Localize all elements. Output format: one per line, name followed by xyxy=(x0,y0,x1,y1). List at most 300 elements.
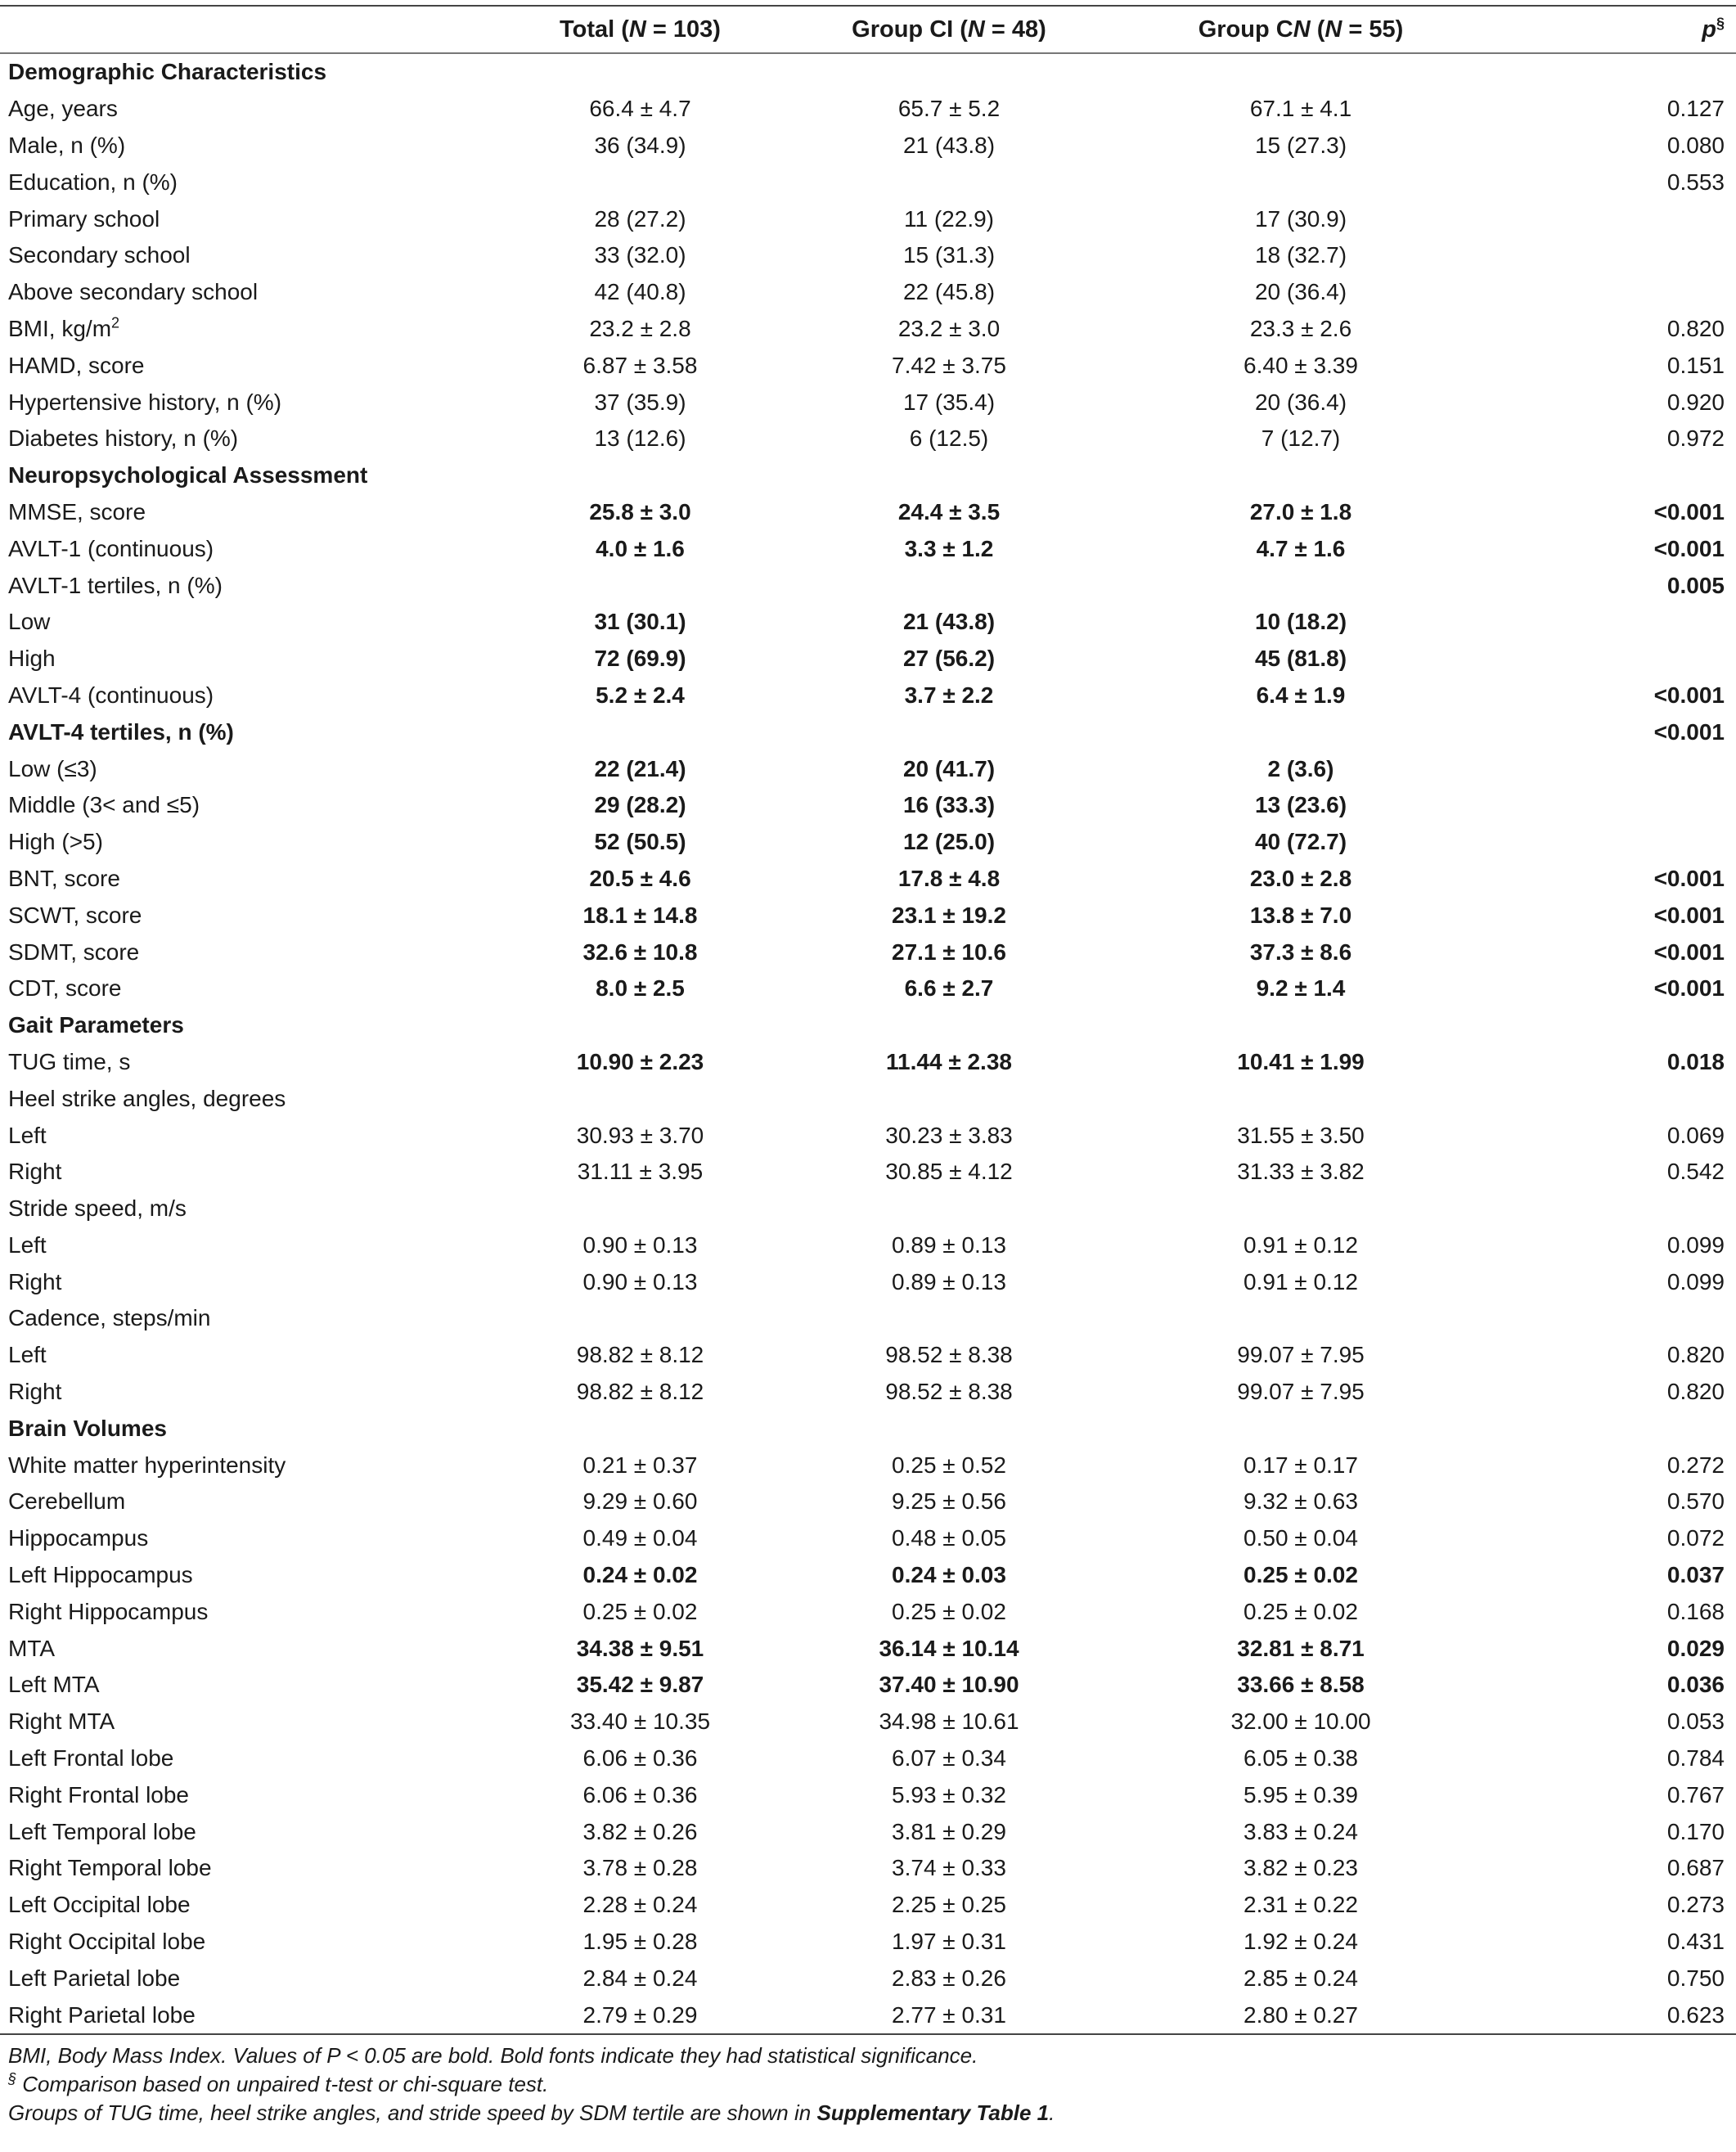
table-row xyxy=(0,641,1736,678)
table-row xyxy=(0,347,1736,384)
total-cell: 0.90 ± 0.13 xyxy=(582,1231,698,1258)
group-ci-cell: 2.25 ± 0.25 xyxy=(892,1892,1006,1918)
row-label xyxy=(0,1520,507,1557)
row-label-text: Diabetes history, n (%) xyxy=(8,425,239,452)
row-label xyxy=(0,897,507,934)
group-ci-cell: 0.25 ± 0.02 xyxy=(892,1598,1006,1624)
p-value-cell xyxy=(1477,1007,1736,1044)
row-label xyxy=(0,200,507,237)
table-row xyxy=(0,934,1736,970)
header-total: Total (N = 103) xyxy=(507,6,773,53)
total-cell: 52 (50.5) xyxy=(594,829,686,855)
table-row xyxy=(0,1667,1736,1704)
table-row xyxy=(0,1520,1736,1557)
row-label-text: Heel strike angles, degrees xyxy=(8,1085,286,1111)
p-value-cell: 0.784 xyxy=(1666,1745,1725,1772)
table-row xyxy=(0,1191,1736,1227)
group-ci-cell xyxy=(773,457,1125,494)
group-cn-cell: 9.32 ± 0.63 xyxy=(1244,1488,1358,1515)
group-cn-cell: 9.2 ± 1.4 xyxy=(1256,975,1346,1002)
group-cn-cell: 10.41 ± 1.99 xyxy=(1237,1048,1365,1074)
total-cell xyxy=(507,1007,773,1044)
table-row xyxy=(0,1263,1736,1300)
row-label xyxy=(0,1191,507,1227)
p-value-cell: 0.036 xyxy=(1666,1672,1725,1698)
group-cn-cell: 3.83 ± 0.24 xyxy=(1244,1818,1358,1844)
row-label xyxy=(0,604,507,641)
group-cn-cell xyxy=(1125,1191,1477,1227)
group-ci-cell xyxy=(773,1007,1125,1044)
group-ci-cell: 30.85 ± 4.12 xyxy=(885,1159,1013,1185)
group-cn-cell: 1.92 ± 0.24 xyxy=(1244,1929,1358,1955)
footnote-test-text: Comparison based on unpaired t-test or chi-square test. xyxy=(16,2072,549,2096)
row-label-text: Demographic Characteristics xyxy=(8,59,327,85)
row-label xyxy=(0,678,507,714)
row-label-text: Right xyxy=(8,1379,62,1405)
total-cell: 0.25 ± 0.02 xyxy=(582,1598,698,1624)
row-label xyxy=(0,1776,507,1813)
table-row xyxy=(0,1044,1736,1081)
section-heading xyxy=(0,53,507,91)
row-label xyxy=(0,237,507,274)
row-label-text: MMSE, score xyxy=(8,498,146,524)
row-label-text: Low (≤3) xyxy=(8,755,97,781)
group-cn-cell: 20 (36.4) xyxy=(1254,279,1347,305)
table-row xyxy=(0,1337,1736,1374)
row-label-text: BMI, kg/m xyxy=(8,315,112,341)
table-row xyxy=(0,384,1736,421)
group-cn-cell: 23.3 ± 2.6 xyxy=(1249,315,1352,341)
total-cell: 22 (21.4) xyxy=(594,755,686,781)
header-group-ci: Group CI (N = 48) xyxy=(773,6,1125,53)
p-value-cell: <0.001 xyxy=(1653,682,1725,708)
total-cell: 9.29 ± 0.60 xyxy=(582,1488,698,1515)
row-label-text: Left Temporal lobe xyxy=(8,1818,196,1844)
group-cn-cell: 10 (18.2) xyxy=(1254,609,1347,635)
p-value-cell: 0.767 xyxy=(1666,1781,1725,1808)
group-cn-cell: 0.91 ± 0.12 xyxy=(1244,1268,1358,1294)
table-row xyxy=(0,750,1736,787)
p-value-cell: 0.080 xyxy=(1666,132,1725,158)
row-label-text: AVLT-1 tertiles, n (%) xyxy=(8,572,223,598)
row-label xyxy=(0,1630,507,1667)
row-label-text: Age, years xyxy=(8,96,118,122)
p-value-cell: <0.001 xyxy=(1653,902,1725,928)
footnote-supp-link[interactable]: Supplementary Table 1 xyxy=(816,2100,1050,2125)
row-label xyxy=(0,1997,507,2034)
group-cn-cell: 2.31 ± 0.22 xyxy=(1244,1892,1358,1918)
row-label xyxy=(0,494,507,531)
row-label-text: Left MTA xyxy=(8,1672,100,1698)
total-cell: 28 (27.2) xyxy=(594,205,686,232)
table-row xyxy=(0,237,1736,274)
section-row xyxy=(0,1007,1736,1044)
p-value-cell: 0.005 xyxy=(1666,572,1725,598)
group-ci-cell: 12 (25.0) xyxy=(902,829,996,855)
p-value-cell xyxy=(1477,274,1736,311)
total-cell xyxy=(507,1080,773,1117)
table-row xyxy=(0,421,1736,457)
table-row xyxy=(0,1776,1736,1813)
p-value-cell: 0.072 xyxy=(1666,1525,1725,1551)
header-p-value xyxy=(1477,6,1736,53)
row-label xyxy=(0,1704,507,1740)
p-value-cell xyxy=(1477,200,1736,237)
p-value-cell: <0.001 xyxy=(1653,939,1725,965)
row-label xyxy=(0,1337,507,1374)
row-label xyxy=(0,1374,507,1411)
total-cell: 4.0 ± 1.6 xyxy=(596,535,685,561)
group-cn-cell xyxy=(1125,1410,1477,1447)
p-value-cell xyxy=(1477,237,1736,274)
table-row xyxy=(0,1740,1736,1777)
p-value-cell: 0.623 xyxy=(1477,1997,1736,2034)
row-label xyxy=(0,787,507,824)
p-value-cell: 0.820 xyxy=(1666,1379,1725,1405)
group-ci-cell: 0.25 ± 0.52 xyxy=(892,1452,1006,1478)
group-ci-cell: 1.97 ± 0.31 xyxy=(892,1929,1006,1955)
group-ci-cell xyxy=(773,1080,1125,1117)
p-value-cell: <0.001 xyxy=(1653,975,1725,1002)
group-ci-cell: 34.98 ± 10.61 xyxy=(879,1709,1019,1735)
row-label-text: Cerebellum xyxy=(8,1488,126,1515)
row-label xyxy=(0,1557,507,1594)
p-value-cell: 0.170 xyxy=(1666,1818,1725,1844)
total-cell: 20.5 ± 4.6 xyxy=(589,865,691,891)
table-row xyxy=(0,1080,1736,1117)
group-ci-cell: 3.3 ± 1.2 xyxy=(904,535,994,561)
row-label-text: AVLT-4 tertiles, n (%) xyxy=(8,718,234,745)
n-symbol: N xyxy=(1324,16,1342,43)
n-symbol: N xyxy=(967,16,985,43)
p-value-cell: 0.069 xyxy=(1666,1122,1725,1148)
row-label-text: Hypertensive history, n (%) xyxy=(8,389,282,415)
row-label-text: Left Frontal lobe xyxy=(8,1745,174,1772)
total-cell: 23.2 ± 2.8 xyxy=(589,315,691,341)
row-label-text: AVLT-4 (continuous) xyxy=(8,682,214,708)
p-value-cell: <0.001 xyxy=(1653,865,1725,891)
p-value-cell xyxy=(1477,1191,1736,1227)
footnote-supp-pre: Groups of TUG time, heel strike angles, and stride speed by SDM tertile are shown in xyxy=(8,2100,817,2125)
table-row xyxy=(0,787,1736,824)
p-value-cell: 0.273 xyxy=(1666,1892,1725,1918)
p-value-cell: 0.687 xyxy=(1666,1855,1725,1881)
group-cn-cell: 5.95 ± 0.39 xyxy=(1244,1781,1358,1808)
group-ci-cell: 9.25 ± 0.56 xyxy=(892,1488,1006,1515)
group-cn-cell xyxy=(1125,1007,1477,1044)
row-label-text: Above secondary school xyxy=(8,279,259,305)
group-cn-cell: 40 (72.7) xyxy=(1254,829,1347,855)
header-p-sup: § xyxy=(1716,14,1725,31)
header-label-cell xyxy=(0,6,507,53)
group-cn-cell: 13.8 ± 7.0 xyxy=(1249,902,1352,928)
row-label-text: High (>5) xyxy=(8,829,103,855)
group-cn-cell: 2.80 ± 0.27 xyxy=(1125,1997,1477,2034)
group-cn-cell xyxy=(1125,714,1477,750)
p-value-cell: 0.099 xyxy=(1666,1268,1725,1294)
total-cell: 35.42 ± 9.87 xyxy=(576,1672,704,1698)
group-ci-cell: 3.7 ± 2.2 xyxy=(904,682,994,708)
total-cell: 13 (12.6) xyxy=(594,425,686,452)
table-row xyxy=(0,164,1736,200)
group-ci-cell: 20 (41.7) xyxy=(902,755,996,781)
total-cell: 36 (34.9) xyxy=(594,132,686,158)
total-cell: 33.40 ± 10.35 xyxy=(569,1709,711,1735)
footnote-supplementary xyxy=(8,2099,1726,2127)
table-row xyxy=(0,861,1736,898)
row-label xyxy=(0,421,507,457)
row-label xyxy=(0,861,507,898)
group-ci-cell: 37.40 ± 10.90 xyxy=(879,1672,1019,1698)
row-label xyxy=(0,1227,507,1264)
group-ci-cell: 27.1 ± 10.6 xyxy=(892,939,1006,965)
table-row xyxy=(0,897,1736,934)
group-cn-cell: 20 (36.4) xyxy=(1254,389,1347,415)
group-cn-cell: 32.81 ± 8.71 xyxy=(1237,1635,1365,1661)
total-cell: 29 (28.2) xyxy=(594,792,686,818)
section-heading xyxy=(0,1007,507,1044)
group-ci-cell: 6.07 ± 0.34 xyxy=(892,1745,1006,1772)
group-ci-cell xyxy=(773,164,1125,200)
total-cell: 31 (30.1) xyxy=(594,609,686,635)
table-row xyxy=(0,824,1736,861)
header-p-text: p xyxy=(1702,16,1716,43)
group-ci-cell: 98.52 ± 8.38 xyxy=(885,1379,1013,1405)
row-label-text: High xyxy=(8,646,56,672)
footnote-abbreviations: BMI, Body Mass Index. Values of P < 0.05 are bold. Bold fonts indicate they had statistical significance. xyxy=(8,2043,978,2068)
total-cell: 6.06 ± 0.36 xyxy=(582,1745,698,1772)
row-label xyxy=(0,641,507,678)
row-label-text: CDT, score xyxy=(8,975,122,1002)
footnote-test xyxy=(8,2070,1726,2099)
group-cn-cell: 17 (30.9) xyxy=(1254,205,1347,232)
total-cell: 98.82 ± 8.12 xyxy=(576,1342,704,1368)
table-header xyxy=(0,6,1736,53)
total-cell: 37 (35.9) xyxy=(594,389,686,415)
p-value-cell: 0.018 xyxy=(1666,1048,1725,1074)
total-cell: 3.82 ± 0.26 xyxy=(582,1818,698,1844)
row-label-text: SDMT, score xyxy=(8,939,140,965)
table-row xyxy=(0,970,1736,1007)
row-label xyxy=(0,91,507,128)
row-label-text: Education, n (%) xyxy=(8,169,178,195)
row-label xyxy=(0,1263,507,1300)
row-label-text: Male, n (%) xyxy=(8,132,126,158)
group-cn-cell: 6.4 ± 1.9 xyxy=(1256,682,1346,708)
group-ci-cell: 27 (56.2) xyxy=(902,646,996,672)
group-cn-cell: 0.50 ± 0.04 xyxy=(1244,1525,1358,1551)
total-cell: 8.0 ± 2.5 xyxy=(596,975,685,1002)
group-ci-cell: 22 (45.8) xyxy=(902,279,996,305)
total-cell: 72 (69.9) xyxy=(594,646,686,672)
group-ci-cell: 21 (43.8) xyxy=(902,609,996,635)
row-label xyxy=(0,1593,507,1630)
row-label xyxy=(0,1117,507,1154)
total-cell: 3.78 ± 0.28 xyxy=(582,1855,698,1881)
row-label xyxy=(0,567,507,604)
group-cn-cell: 6.05 ± 0.38 xyxy=(1244,1745,1358,1772)
group-ci-cell: 0.89 ± 0.13 xyxy=(892,1268,1006,1294)
row-label-sup: 2 xyxy=(111,314,120,331)
total-cell: 34.38 ± 9.51 xyxy=(576,1635,704,1661)
section-row xyxy=(0,53,1736,91)
row-label-text: Secondary school xyxy=(8,242,191,268)
group-ci-cell: 17 (35.4) xyxy=(902,389,996,415)
p-value-cell: 0.750 xyxy=(1666,1965,1725,1991)
row-label xyxy=(0,934,507,970)
group-ci-cell: 0.48 ± 0.05 xyxy=(892,1525,1006,1551)
row-label xyxy=(0,1740,507,1777)
row-label xyxy=(0,714,507,750)
total-cell: 25.8 ± 3.0 xyxy=(589,498,691,524)
total-cell xyxy=(507,1410,773,1447)
table-row xyxy=(0,1117,1736,1154)
characteristics-table xyxy=(0,5,1736,2035)
table-row xyxy=(0,1593,1736,1630)
p-value-cell: 0.168 xyxy=(1666,1598,1725,1624)
group-cn-cell: 6.40 ± 3.39 xyxy=(1244,352,1358,378)
row-label-text: TUG time, s xyxy=(8,1048,131,1074)
group-ci-cell: 11 (22.9) xyxy=(904,205,994,232)
group-cn-cell: 3.82 ± 0.23 xyxy=(1244,1855,1358,1881)
table-row xyxy=(0,274,1736,311)
row-label-text: Left Hippocampus xyxy=(8,1562,193,1588)
row-label-text: SCWT, score xyxy=(8,902,142,928)
group-ci-cell: 6 (12.5) xyxy=(909,425,989,452)
row-label xyxy=(0,1887,507,1924)
table-row xyxy=(0,1227,1736,1264)
total-cell: 1.95 ± 0.28 xyxy=(582,1929,698,1955)
row-label-text: White matter hyperintensity xyxy=(8,1452,286,1478)
total-cell: 31.11 ± 3.95 xyxy=(577,1159,704,1185)
table-row xyxy=(0,1447,1736,1483)
row-label-text: AVLT-1 (continuous) xyxy=(8,535,214,561)
group-cn-cell: 67.1 ± 4.1 xyxy=(1249,96,1352,122)
group-cn-cell: 33.66 ± 8.58 xyxy=(1237,1672,1365,1698)
group-cn-cell xyxy=(1125,164,1477,200)
total-cell: 42 (40.8) xyxy=(594,279,686,305)
total-cell: 0.21 ± 0.37 xyxy=(582,1452,698,1478)
group-ci-cell: 11.44 ± 2.38 xyxy=(886,1048,1012,1074)
group-ci-cell: 23.1 ± 19.2 xyxy=(892,902,1006,928)
group-ci-cell: 15 (31.3) xyxy=(902,242,996,268)
p-value-cell: 0.542 xyxy=(1666,1159,1725,1185)
p-value-cell xyxy=(1477,1410,1736,1447)
table-row xyxy=(0,1887,1736,1924)
table-row xyxy=(0,567,1736,604)
table-row xyxy=(0,1924,1736,1961)
p-value-cell: 0.037 xyxy=(1666,1562,1725,1588)
group-cn-cell: 13 (23.6) xyxy=(1254,792,1347,818)
table-row xyxy=(0,530,1736,567)
group-ci-cell: 17.8 ± 4.8 xyxy=(897,865,1001,891)
group-ci-cell: 98.52 ± 8.38 xyxy=(885,1342,1013,1368)
p-value-cell xyxy=(1477,1300,1736,1337)
row-label xyxy=(0,274,507,311)
p-value-cell: 0.431 xyxy=(1666,1929,1725,1955)
group-ci-cell: 65.7 ± 5.2 xyxy=(897,96,1001,122)
p-value-cell: 0.920 xyxy=(1666,389,1725,415)
p-value-cell xyxy=(1477,824,1736,861)
group-cn-cell xyxy=(1125,1080,1477,1117)
total-cell xyxy=(507,1191,773,1227)
section-row xyxy=(0,457,1736,494)
group-ci-cell xyxy=(773,1191,1125,1227)
p-value-cell xyxy=(1477,457,1736,494)
group-ci-cell: 21 (43.8) xyxy=(902,132,996,158)
group-cn-cell: 7 (12.7) xyxy=(1261,425,1341,452)
total-cell: 2.28 ± 0.24 xyxy=(582,1892,698,1918)
row-label xyxy=(0,824,507,861)
table-row xyxy=(0,714,1736,750)
row-label xyxy=(0,1447,507,1483)
row-label xyxy=(0,1044,507,1081)
group-cn-cell: 45 (81.8) xyxy=(1254,646,1347,672)
row-label-text: Right Parietal lobe xyxy=(8,2001,196,2028)
group-cn-cell: 18 (32.7) xyxy=(1254,242,1347,268)
row-label xyxy=(0,164,507,200)
row-label xyxy=(0,1667,507,1704)
row-label-text: Right Temporal lobe xyxy=(8,1855,212,1881)
table-row xyxy=(0,1374,1736,1411)
table-row xyxy=(0,1154,1736,1191)
total-cell: 2.84 ± 0.24 xyxy=(582,1965,698,1991)
row-label-text: Left xyxy=(8,1342,47,1368)
row-label xyxy=(0,1813,507,1850)
table-row xyxy=(0,1997,1736,2034)
table-row xyxy=(0,128,1736,164)
row-label xyxy=(0,384,507,421)
total-cell: 66.4 ± 4.7 xyxy=(589,96,691,122)
group-cn-cell: 0.17 ± 0.17 xyxy=(1244,1452,1358,1478)
p-value-cell: <0.001 xyxy=(1653,498,1725,524)
group-cn-cell: 2.85 ± 0.24 xyxy=(1244,1965,1358,1991)
group-cn-cell xyxy=(1125,1300,1477,1337)
row-label xyxy=(0,347,507,384)
group-cn-cell: 99.07 ± 7.95 xyxy=(1237,1342,1365,1368)
row-label-text: Low xyxy=(8,609,51,635)
p-value-cell xyxy=(1477,53,1736,91)
total-cell xyxy=(507,53,773,91)
total-cell: 0.49 ± 0.04 xyxy=(582,1525,698,1551)
group-cn-cell: 31.33 ± 3.82 xyxy=(1237,1159,1365,1185)
row-label xyxy=(0,970,507,1007)
row-label-text: Right xyxy=(8,1159,62,1185)
total-cell: 5.2 ± 2.4 xyxy=(596,682,685,708)
row-label-text: Stride speed, m/s xyxy=(8,1195,187,1222)
row-label xyxy=(0,1850,507,1887)
table-row xyxy=(0,678,1736,714)
p-value-cell xyxy=(1477,641,1736,678)
total-cell: 0.24 ± 0.02 xyxy=(582,1562,698,1588)
p-value-cell xyxy=(1477,604,1736,641)
group-ci-cell: 23.2 ± 3.0 xyxy=(897,315,1001,341)
p-value-cell: 0.570 xyxy=(1666,1488,1725,1515)
p-value-cell: 0.553 xyxy=(1666,169,1725,195)
total-cell: 6.87 ± 3.58 xyxy=(582,352,698,378)
row-label-text: Left Parietal lobe xyxy=(8,1965,181,1991)
group-ci-cell xyxy=(773,567,1125,604)
p-value-cell xyxy=(1477,787,1736,824)
total-cell: 98.82 ± 8.12 xyxy=(576,1379,704,1405)
table-row xyxy=(0,200,1736,237)
group-cn-cell xyxy=(1125,567,1477,604)
table-row xyxy=(0,311,1736,348)
table-row xyxy=(0,91,1736,128)
n-symbol: N xyxy=(628,16,646,43)
section-heading xyxy=(0,1410,507,1447)
row-label xyxy=(0,1924,507,1961)
